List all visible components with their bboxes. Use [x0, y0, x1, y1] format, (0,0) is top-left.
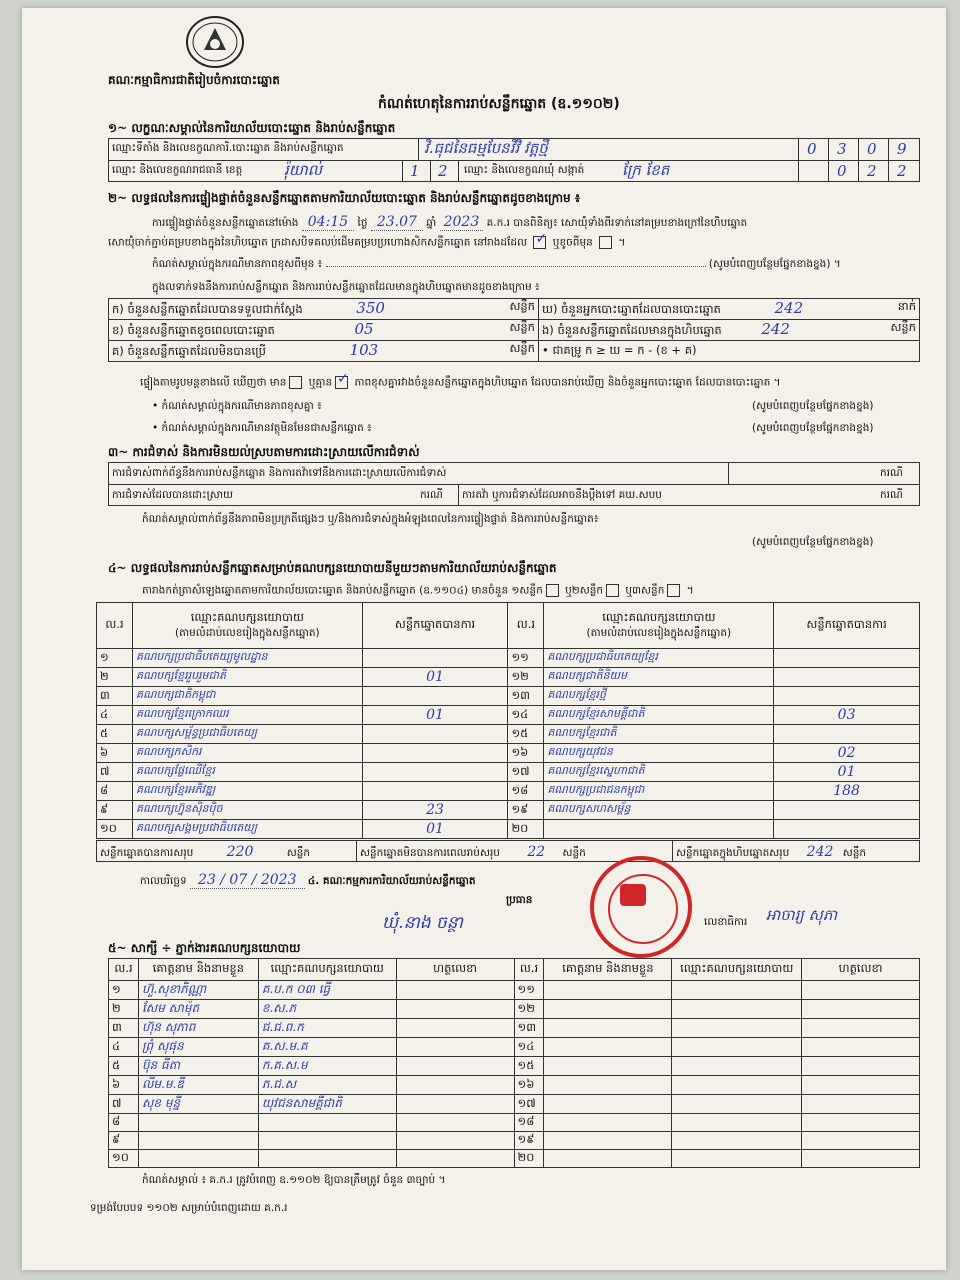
witness-party	[672, 1095, 802, 1114]
row-number: ៩	[109, 1132, 139, 1150]
party-votes	[774, 687, 920, 706]
verify-date: 23.07	[371, 214, 423, 231]
witness-signature	[396, 1038, 514, 1057]
party-row	[97, 649, 920, 668]
party-row	[97, 687, 920, 706]
ballots-in-box: 242	[761, 320, 790, 338]
witness-name: ហ៊ុន សុភាព	[138, 1019, 258, 1038]
station-code-digit: 0	[867, 140, 877, 158]
section4-heading: ៤~ លទ្ធផលនៃការរាប់សន្លឹកឆ្នោតសម្រាប់គណបក្សនយោបាយនីមួយៗតាមការិយាល័យរាប់សន្លឹកឆ្នោត	[108, 561, 557, 575]
row-number: ២០	[514, 1150, 544, 1168]
province-name: រ៉ុយាល់	[284, 161, 323, 179]
commune-code-digit: 0	[837, 162, 847, 180]
has-difference-checkbox[interactable]	[289, 376, 302, 389]
witness-signature	[802, 1076, 920, 1095]
count-table	[108, 298, 920, 362]
chair-signature: ឃុំ.នាង ចន្ថា	[382, 913, 463, 933]
witness-party	[672, 1150, 802, 1168]
party-name	[544, 820, 774, 839]
row-number: ១៦	[508, 744, 544, 763]
witness-signature	[802, 1114, 920, 1132]
witness-signature	[396, 1132, 514, 1150]
party-name: គណបក្សជាតិកម្ពុជា	[132, 687, 362, 706]
party-row	[97, 763, 920, 782]
polling-station-label: ឈ្មោះទីតាំង និងលេខក្ខណការិ.បោះឆ្នោត និងរាប់សន្លឹកឆ្នោត	[112, 142, 344, 154]
witness-party	[258, 1150, 396, 1168]
voters-voted: 242	[774, 299, 804, 317]
party-votes: 01	[362, 668, 508, 687]
row-number: ១១	[514, 981, 544, 1000]
party-row	[97, 706, 920, 725]
station-code-digit: 0	[807, 140, 817, 158]
row-number: ១០	[109, 1150, 139, 1168]
ballot-count-form	[22, 8, 946, 1270]
witness-party: ខ.ស.ភ	[258, 1000, 396, 1019]
row-number: ៧	[109, 1095, 139, 1114]
row-number: ១៣	[508, 687, 544, 706]
section5-heading: ៥~ សាក្សី ÷ ភ្នាក់ងារគណបក្សនយោបាយ	[108, 941, 301, 955]
commune-name: ក្រែ ខែត	[622, 161, 670, 179]
party-votes	[362, 649, 508, 668]
total-box-value: 242	[806, 844, 834, 860]
witness-party	[672, 1076, 802, 1095]
witness-name: ព្រុំ សុផុន	[138, 1038, 258, 1057]
witness-name	[544, 1114, 672, 1132]
row-number: ១	[97, 649, 133, 668]
total-valid-line: សន្លឹកឆ្នោតបានការសរុប 220 សន្លឹក	[100, 844, 311, 860]
witness-name: សែម សាម៉ុត	[138, 1000, 258, 1019]
witness-party	[258, 1114, 396, 1132]
witness-row	[109, 1000, 920, 1019]
party-name: គណបក្សខ្មែរស្នេហាជាតិ	[544, 763, 774, 782]
secretary-title: លេខាធិការ	[704, 916, 748, 928]
witness-signature	[802, 1057, 920, 1076]
witness-name: ប៊ុន ធីតា	[138, 1057, 258, 1076]
party-name: គណបក្សកសិករ	[132, 744, 362, 763]
party-name: គណបក្សខ្មែរអភិវឌ្ឍ	[132, 782, 362, 801]
station-code-digit: 9	[897, 140, 907, 158]
party-votes: 03	[774, 706, 920, 725]
witness-signature	[802, 1095, 920, 1114]
witness-name	[544, 1019, 672, 1038]
row-number: ១៨	[514, 1114, 544, 1132]
witness-name	[544, 1000, 672, 1019]
province-code-digit: 2	[438, 162, 448, 180]
witness-row	[109, 1076, 920, 1095]
witness-party: យុវជនសាមគ្គីជាតិ	[258, 1095, 396, 1114]
witness-signature	[802, 1000, 920, 1019]
witness-row	[109, 1132, 920, 1150]
witness-signature	[802, 1132, 920, 1150]
party-votes	[774, 649, 920, 668]
committee-emblem-icon	[184, 14, 246, 70]
witness-signature	[396, 981, 514, 1000]
party-name: គណបក្សខ្មែរជាតិ	[544, 725, 774, 744]
witness-party: ជ.ជ.ព.ក	[258, 1019, 396, 1038]
fill-note: (សូមបំពេញបន្ថែមផ្នែកខាងខ្នង)	[752, 422, 874, 434]
row-number: ១៥	[514, 1057, 544, 1076]
case-label: ករណី	[880, 467, 903, 479]
party-row	[97, 668, 920, 687]
witness-name	[544, 1150, 672, 1168]
party-name: គណបក្សខ្មែរសាមគ្គីជាតិ	[544, 706, 774, 725]
row-number: ៩	[97, 801, 133, 820]
count-intro: ក្នុងលទាក់ទងនឹងការរាប់សន្លឹកឆ្នោត និងការរាប់សន្លឹកឆ្នោតដែលមានក្នុងហិបឆ្នោតមានដូចខាងក្រោម ៖	[152, 281, 540, 293]
row-number: ១៩	[508, 801, 544, 820]
witness-signature	[396, 1095, 514, 1114]
intact-checkbox[interactable]	[533, 236, 546, 249]
witness-name	[544, 1076, 672, 1095]
row-number: ១១	[508, 649, 544, 668]
row-number: ២	[97, 668, 133, 687]
no-difference-checkbox[interactable]	[335, 376, 348, 389]
row-number: ៤	[97, 706, 133, 725]
secretary-signature: អាចារ្យ សុភា	[766, 906, 838, 924]
witness-signature	[396, 1057, 514, 1076]
section1-heading: ១~ លក្ខណៈសម្គាល់នៃការិយាល័យបោះឆ្នោត និងរាប់សន្លឹកឆ្នោត	[108, 121, 396, 135]
row-number: ១៧	[508, 763, 544, 782]
party-row	[97, 801, 920, 820]
row-number: ៥	[97, 725, 133, 744]
row-number: ៣	[97, 687, 133, 706]
commune-code-digit: 2	[897, 162, 907, 180]
case-label: ករណី	[880, 489, 903, 501]
row-number: ១៦	[514, 1076, 544, 1095]
row-number: ១	[109, 981, 139, 1000]
witness-party	[672, 1132, 802, 1150]
witness-signature	[802, 1038, 920, 1057]
party-row	[97, 744, 920, 763]
party-votes	[774, 668, 920, 687]
witness-name	[544, 1095, 672, 1114]
witness-party: ក.គ.ស.ម	[258, 1057, 396, 1076]
fill-note: (សូមបំពេញបន្ថែមផ្នែកខាងខ្នង)	[752, 400, 874, 412]
witness-row	[109, 1038, 920, 1057]
party-name: គណបក្សប្រជាជនកម្ពុជា	[544, 782, 774, 801]
party-name: គណបក្សសម្ព័ន្ធប្រជាធិបតេយ្យ	[132, 725, 362, 744]
verify-year: 2023	[440, 214, 484, 231]
party-row	[97, 782, 920, 801]
witness-table: ល.រ គោត្តនាម និងនាមខ្លួន ឈ្មោះគណបក្សនយោបាយ ហត្ថលេខា ល.រ គោត្តនាម និងនាមខ្លួន ឈ្មោះគណបក្សនយោបាយ ហត្ថលេខា ១ ហ៊ួ.សុខាភិណ្ណា គ.ប.ក ០៣ ធ្វើ ១១ ២ សែម សាម៉ុត ខ.ស.ភ ១២ ៣ ហ៊ុន សុភាព ជ.ជ.ព.ក ១៣ ៤ ព្រុំ សុផុន គ.ស.ម.គ ១៤ ៥ ប៊ុន ធីតា ក.គ.ស.ម ១៥ ៦ លីម.ម.ឌី ភ.ជ.ស ១៦ ៧ សុខ មុន្នី យុវជនសាមគ្គីជាតិ ១៧ ៨ ១៨ ៩ ១៩ ១០ ២០	[108, 958, 920, 1168]
witness-party	[672, 1019, 802, 1038]
count-row: ខ) ចំនួនសន្លឹកឆ្នោតខូចពេលបោះឆ្នោត 05 សន្លឹក ង) ចំនួនសន្លឹកឆ្នោតដែលមានក្នុងហិបឆ្នោត 242 សន្លឹក	[109, 320, 920, 341]
witness-party	[258, 1132, 396, 1150]
witness-name	[138, 1150, 258, 1168]
party-results-table: ល.រ ឈ្មោះគណបក្សនយោបាយ (តាមលំដាប់លេខរៀងក្នុងសន្លឹកឆ្នោត) សន្លឹកឆ្នោតបានការ ល.រ ឈ្មោះគណបក្សនយោបាយ (តាមលំដាប់លេខរៀងក្នុងសន្លឹកឆ្នោត) សន្លឹកឆ្នោតបានការ ១ គណបក្សប្រជាធិបតេយ្យមូលដ្ឋាន ១១ គណបក្សប្រជាធិបតេយ្យខ្មែរ ២ គណបក្សខ្មែររួបរួមជាតិ 01 ១២ គណបក្សជាតិនិយម ៣ គណបក្សជាតិកម្ពុជា ១៣ គណបក្សខ្មែរថ្មី ៤ គណបក្សខ្មែរក្រោកឈរ 01 ១៤ គណបក្សខ្មែរសាមគ្គីជាតិ 03 ៥ គណបក្សសម្ព័ន្ធប្រជាធិបតេយ្យ ១៥ គណបក្សខ្មែរជាតិ ៦ គណបក្សកសិករ ១៦ គណបក្សយុវជន 02 ៧ គណបក្សផ្លែឈើខ្មែរ ១៧ គណបក្សខ្មែរស្នេហាជាតិ 01 ៨ គណបក្សខ្មែរអភិវឌ្ឍ ១៨ គណបក្សប្រជាជនកម្ពុជា 188 ៩ គណបក្សហ្វ៊ុនស៊ិនប៉ិច 23 ១៩ គណបក្សសហសម្ព័ន្ធ ១០ គណបក្សសង្គមប្រជាធិបតេយ្យ 01 ២០	[96, 602, 920, 839]
row-number: ១២	[508, 668, 544, 687]
bullet-difference: • កំណត់សម្គាល់ក្នុងករណីមានភាពខុសគ្នា ៖	[152, 400, 322, 412]
station-code-digit: 3	[837, 140, 847, 158]
witness-row	[109, 1095, 920, 1114]
party-votes	[774, 725, 920, 744]
signing-date-line: កាលបរិច្ឆេទ 23 / 07 / 2023 ៤. គណៈកម្មការការិយាល័យរាប់សន្លឹកឆ្នោត	[140, 872, 476, 888]
row-number: ១០	[97, 820, 133, 839]
province-label: ឈ្មោះ និងលេខក្ខណរាជធានី ខេត្ត	[112, 164, 243, 176]
chair-title: ប្រធាន	[506, 894, 533, 906]
spoiled-ballots: 05	[354, 320, 374, 338]
count-row: ក) ចំនួនសន្លឹកឆ្នោតដែលបានទទួលជាក់ស្តែង 350 សន្លឹក ឃ) ចំនួនអ្នកបោះឆ្នោតដែលបានបោះឆ្នោត 242 នាក់	[109, 299, 920, 320]
row-number: ៨	[109, 1114, 139, 1132]
row-number: ៥	[109, 1057, 139, 1076]
witness-row	[109, 981, 920, 1000]
witness-party	[672, 1114, 802, 1132]
party-votes	[362, 763, 508, 782]
party-votes	[362, 744, 508, 763]
witness-name	[544, 1038, 672, 1057]
compare-line: ផ្ទៀងតាមរូបមន្តខាងលើ ឃើញថា មាន ឬគ្មាន✓ ភាពខុសគ្នារវាងចំនួនសន្លឹកឆ្នោតក្នុងហិបឆ្នោត ដែលបានរាប់ឃើញ និងចំនួនអ្នកបោះឆ្នោត ដែលបានបោះឆ្នោត ។	[140, 376, 781, 392]
witness-signature	[396, 1114, 514, 1132]
row-number: ៨	[97, 782, 133, 801]
signing-date: 23 / 07 / 2023	[190, 872, 305, 889]
seal-line: សោយ៉ុំចាក់ភ្ជាប់គម្របខាងក្នុងនៃហិបឆ្នោត ក្រដាសបិទគលប់ដើមគម្របប្រហោងសិកសន្លឹកឆ្នោត នៅរាងដដែល ✓ ឬខូចពីមុន ។	[108, 236, 625, 252]
party-name: គណបក្សផ្លែឈើខ្មែរ	[132, 763, 362, 782]
witness-party: គ.ប.ក ០៣ ធ្វើ	[258, 981, 396, 1000]
party-name: គណបក្សហ្វ៊ុនស៊ិនប៉ិច	[132, 801, 362, 820]
irregularity-note: កំណត់សម្គាល់ពាក់ព័ន្ធនឹងភាពមិនប្រក្រតីផ្សេងៗ ឬ/និងការជំទាស់ក្នុងអំឡុងពេលនៃការផ្ទៀងផ្ទាត់ និងការរាប់សន្លឹកឆ្នោត៖	[142, 513, 599, 525]
total-valid-value: 220	[226, 844, 254, 860]
witness-name: លីម.ម.ឌី	[138, 1076, 258, 1095]
row-number: ១៥	[508, 725, 544, 744]
ballots-received: 350	[356, 299, 385, 317]
party-row	[97, 820, 920, 839]
party-name: គណបក្សប្រជាធិបតេយ្យមូលដ្ឋាន	[132, 649, 362, 668]
official-seal-icon	[590, 856, 692, 958]
party-name: គណបក្សយុវជន	[544, 744, 774, 763]
row-number: ១៤	[514, 1038, 544, 1057]
org-name: គណៈកម្មាធិការជាតិរៀបចំការបោះឆ្នោត	[108, 73, 280, 87]
province-code-digit: 1	[410, 162, 420, 180]
row-number: ១៣	[514, 1019, 544, 1038]
verify-line: ការផ្ទៀងផ្ទាត់ចំនួនសន្លឹកឆ្នោតនៅម៉ោង 04:15 ថ្ងៃ 23.07 ឆ្នាំ 2023 គ.ក.រ បានពិនិត្យ៖ សោយ៉ុំទាំងពីរទាក់នៅគម្របខាងក្រៅនៃហិបឆ្នោត	[152, 214, 748, 230]
resolved-label: ការជំទាស់ដែលបានដោះស្រាយ	[112, 489, 234, 501]
witness-row	[109, 1114, 920, 1132]
party-name: គណបក្សសង្គមប្រជាធិបតេយ្យ	[132, 820, 362, 839]
footnote: កំណត់សម្គាល់ ៖ គ.ក.រ ត្រូវបំពេញ ឧ.១១០២ ឱ្យបានត្រឹមត្រូវ ចំនួន ៣ច្បាប់ ។	[142, 1174, 446, 1186]
party-name: គណបក្សប្រជាធិបតេយ្យខ្មែរ	[544, 649, 774, 668]
witness-party	[672, 1000, 802, 1019]
difference-note-line: កំណត់សម្គាល់ក្នុងករណីមានភាពខុសពីមុន ៖ (សូមបំពេញបន្ថែមផ្នែកខាងខ្នង) ។	[152, 258, 841, 270]
party-votes: 02	[774, 744, 920, 763]
row-number: ២	[109, 1000, 139, 1019]
witness-party	[672, 1038, 802, 1057]
witness-row	[109, 1019, 920, 1038]
fill-note: (សូមបំពេញបន្ថែមផ្នែកខាងខ្នង)	[752, 536, 874, 548]
verify-time: 04:15	[302, 214, 354, 231]
party-name: គណបក្សសហសម្ព័ន្ធ	[544, 801, 774, 820]
row-number: ៣	[109, 1019, 139, 1038]
party-name: គណបក្សខ្មែរថ្មី	[544, 687, 774, 706]
bullet-foreign-objects: • កំណត់សម្គាល់ក្នុងករណីមានវត្ថុមិនមែនជាសន្លឹកឆ្នោត ៖	[152, 422, 372, 434]
total-invalid-value: 22	[527, 844, 546, 860]
witness-signature	[396, 1019, 514, 1038]
objection-row-label: ការជំទាស់ពាក់ព័ន្ធនឹងការរាប់សន្លឹកឆ្នោត និងការតវ៉ាទៅនឹងការដោះស្រាយលើការជំទាស់	[112, 467, 447, 479]
party-votes: 188	[774, 782, 920, 801]
witness-name: ហ៊ួ.សុខាភិណ្ណា	[138, 981, 258, 1000]
row-number: ១២	[514, 1000, 544, 1019]
witness-party	[672, 981, 802, 1000]
party-votes: 01	[362, 820, 508, 839]
party-name: គណបក្សខ្មែររួបរួមជាតិ	[132, 668, 362, 687]
row-number: ១៩	[514, 1132, 544, 1150]
commune-code-digit: 2	[867, 162, 877, 180]
damaged-checkbox[interactable]	[599, 236, 612, 249]
unused-ballots: 103	[349, 341, 379, 359]
row-number: ២០	[508, 820, 544, 839]
witness-signature	[802, 1150, 920, 1168]
witness-signature	[802, 981, 920, 1000]
witness-row	[109, 1150, 920, 1168]
witness-signature	[396, 1150, 514, 1168]
total-invalid-line: សន្លឹកឆ្នោតមិនបានការពេលរាប់សរុប 22 សន្លឹក	[360, 844, 586, 860]
witness-party: ភ.ជ.ស	[258, 1076, 396, 1095]
party-votes	[774, 820, 920, 839]
row-number: ៦	[97, 744, 133, 763]
party-votes	[774, 801, 920, 820]
row-number: ៦	[109, 1076, 139, 1095]
row-number: ១៨	[508, 782, 544, 801]
party-votes	[362, 782, 508, 801]
commune-label: ឈ្មោះ និងលេខក្ខណឃុំ សង្កាត់	[464, 164, 585, 176]
party-votes: 01	[774, 763, 920, 782]
row-number: ១៤	[508, 706, 544, 725]
party-row	[97, 725, 920, 744]
row-number: ៧	[97, 763, 133, 782]
section2-heading: ២~ លទ្ធផលនៃការផ្ទៀងផ្ទាត់ចំនួនសន្លឹកឆ្នោតតាមការិយាល័យបោះឆ្នោត និងរាប់សន្លឹកឆ្នោតដូចខាងក្រោម ៖	[108, 191, 581, 205]
count-row: គ) ចំនួនសន្លឹកឆ្នោតដែលមិនបានប្រើ 103 សន្លឹក • ជាគម្រូ ក ≥ ឃ = ក - (ខ + គ)	[109, 341, 920, 362]
party-votes: 01	[362, 706, 508, 725]
total-box-line: សន្លឹកឆ្នោតក្នុងហិបឆ្នោតសរុប 242 សន្លឹក	[676, 844, 867, 860]
witness-name	[138, 1132, 258, 1150]
case-label: ករណី	[420, 489, 443, 501]
party-name: គណបក្សជាតិនិយម	[544, 668, 774, 687]
witness-name	[544, 1057, 672, 1076]
witness-signature	[802, 1019, 920, 1038]
tally-sheet-line: តារាងកត់ត្រាសំឡេងឆ្នោតតាមការិយាល័យបោះឆ្នោត និងរាប់សន្លឹកឆ្នោត (ឧ.១១០៤) មានចំនួន ១សន្លឹក ឬ២សន្លឹក ឬ៣សន្លឹក ។	[142, 584, 694, 597]
party-votes	[362, 725, 508, 744]
witness-name	[544, 981, 672, 1000]
witness-row	[109, 1057, 920, 1076]
witness-party	[672, 1057, 802, 1076]
witness-name	[138, 1114, 258, 1132]
party-votes: 23	[362, 801, 508, 820]
section3-heading: ៣~ ការជំទាស់ និងការមិនយល់ស្របតាមការដោះស្រាយលើការជំទាស់	[108, 445, 420, 459]
row-number: ៤	[109, 1038, 139, 1057]
party-votes	[362, 687, 508, 706]
row-number: ១៧	[514, 1095, 544, 1114]
form-footer: ទម្រង់បែបបទ ១១០២ សម្រាប់បំពេញដោយ គ.ក.រ	[90, 1202, 288, 1214]
polling-station-name: វិ.ធុជនៃធម្មបែនវីវិ វត្តថ្មី	[424, 139, 548, 157]
witness-name: សុខ មុន្នី	[138, 1095, 258, 1114]
witness-name	[544, 1132, 672, 1150]
witness-signature	[396, 1000, 514, 1019]
form-title: កំណត់ហេតុនៃការរាប់សន្លឹកឆ្នោត (ឧ.១១០២)	[378, 96, 620, 112]
witness-party: គ.ស.ម.គ	[258, 1038, 396, 1057]
party-name: គណបក្សខ្មែរក្រោកឈរ	[132, 706, 362, 725]
witness-signature	[396, 1076, 514, 1095]
appeal-label: ការតវ៉ា ឬការជំទាស់ដែលអាចនឹងប្តឹងទៅ គឃ.សបប	[462, 489, 662, 501]
